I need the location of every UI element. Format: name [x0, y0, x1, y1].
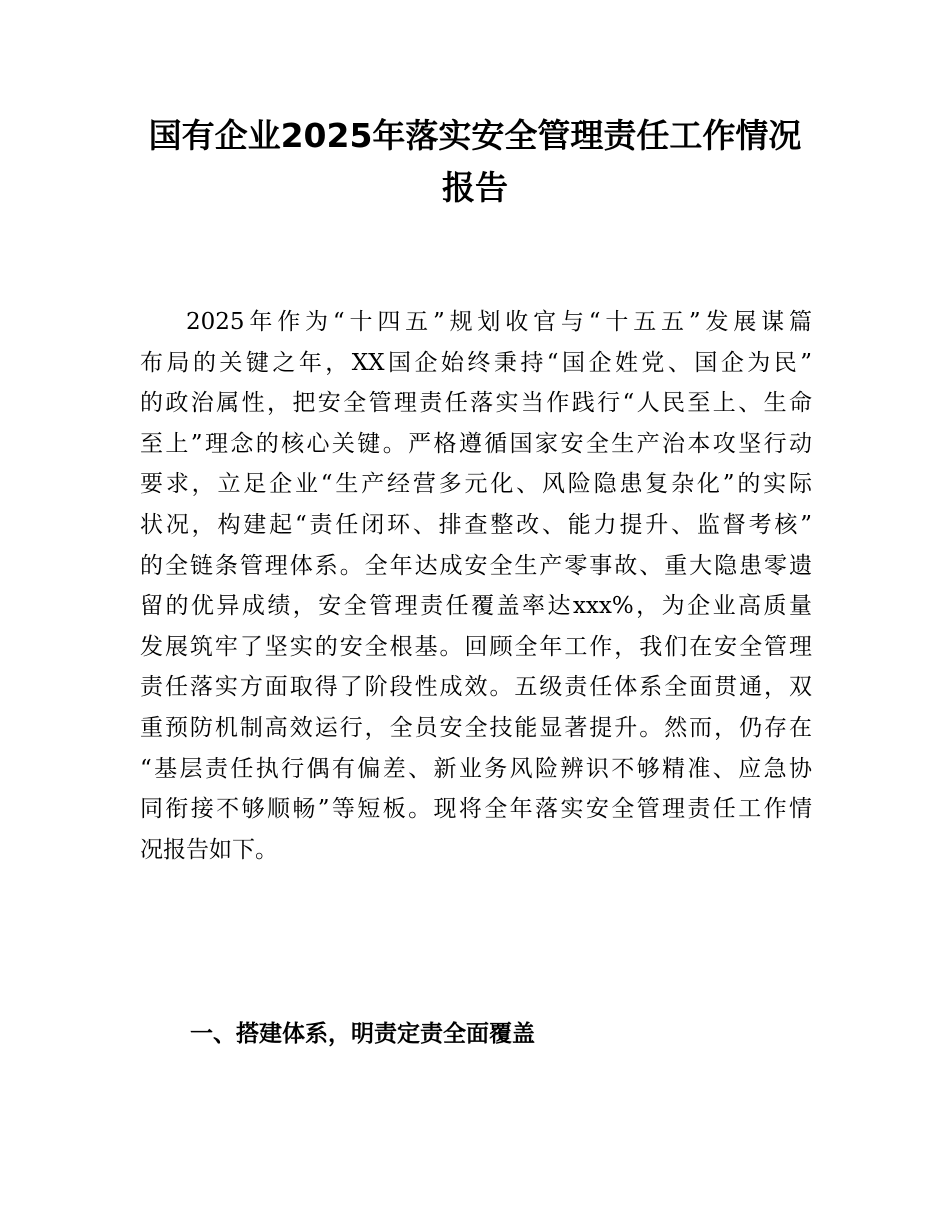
- paragraph-line: 重预防机制高效运行，全员安全技能显著提升。然而，仍存在: [140, 714, 812, 741]
- paragraph-line: 的全链条管理体系。全年达成安全生产零事故、重大隐患零遗: [140, 552, 812, 579]
- title-line: 报告: [442, 168, 508, 207]
- paragraph-line: 责任落实方面取得了阶段性成效。五级责任体系全面贯通，双: [140, 674, 812, 701]
- section-heading: 一、搭建体系，明责定责全面覆盖: [190, 1021, 535, 1047]
- paragraph-line: 2025年作为“十四五”规划收官与“十五五”发展谋篇: [186, 309, 812, 335]
- title-line: 国有企业2025年落实安全管理责任工作情况: [148, 116, 802, 155]
- paragraph-line: 同衔接不够顺畅”等短板。现将全年落实安全管理责任工作情: [140, 796, 812, 823]
- paragraph-line: “基层责任执行偶有偏差、新业务风险辨识不够精准、应急协: [140, 755, 812, 782]
- document-title: [130, 110, 820, 214]
- paragraph-line: 发展筑牢了坚实的安全根基。回顾全年工作，我们在安全管理: [140, 633, 812, 660]
- paragraph-line: 要求，立足企业“生产经营多元化、风险隐患复杂化”的实际: [140, 471, 812, 498]
- paragraph-line: 至上”理念的核心关键。严格遵循国家安全生产治本攻坚行动: [140, 430, 812, 457]
- paragraph-line: 状况，构建起“责任闭环、排查整改、能力提升、监督考核”: [140, 511, 812, 538]
- paragraph-line: 况报告如下。: [140, 836, 278, 863]
- paragraph-line: 布局的关键之年，XX国企始终秉持“国企姓党、国企为民”: [140, 349, 812, 376]
- paragraph-line: 的政治属性，把安全管理责任落实当作践行“人民至上、生命: [140, 390, 812, 417]
- intro-paragraph: [140, 302, 812, 870]
- paragraph-line: 留的优异成绩，安全管理责任覆盖率达xxx%，为企业高质量: [140, 593, 812, 620]
